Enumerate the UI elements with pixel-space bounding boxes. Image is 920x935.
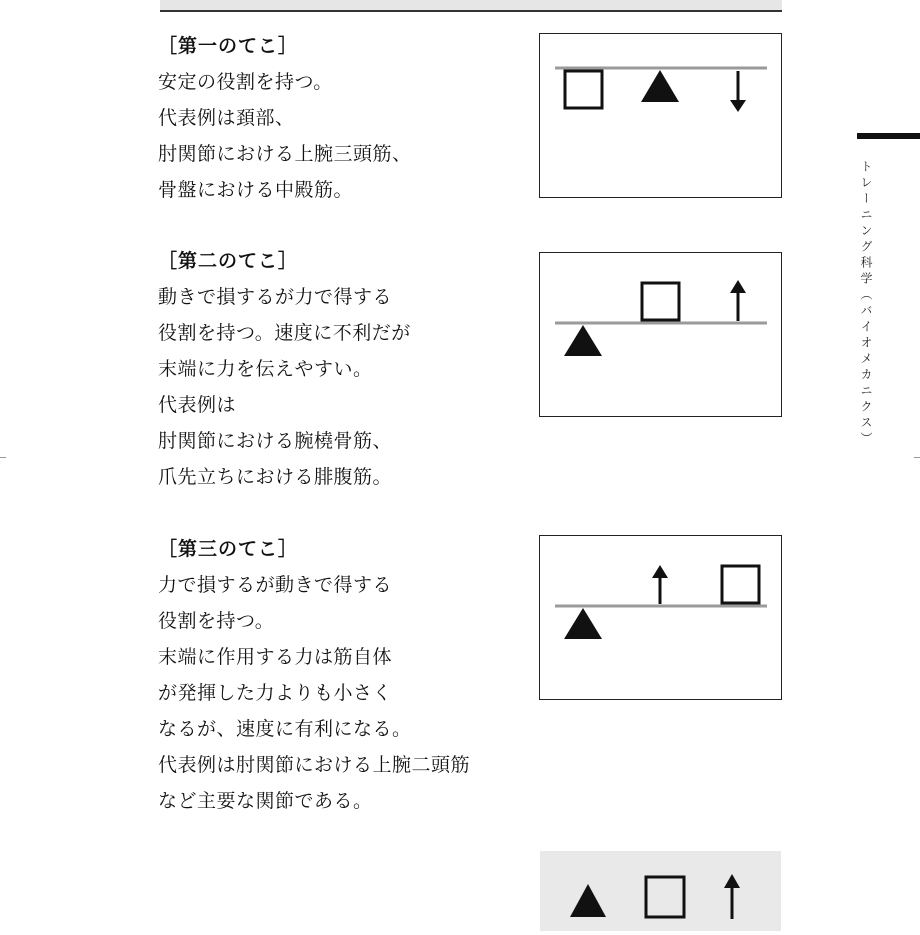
top-band [160, 0, 782, 12]
section-line: 代表例は肘関節における上腕二頭筋 [158, 754, 471, 776]
lever-diagram-second [539, 252, 782, 417]
running-head: トレーニング科学（バイオメカニクス） [859, 160, 873, 448]
section-third-lever [158, 531, 528, 819]
section-line: 末端に力を伝えやすい。 [158, 358, 373, 380]
fulcrum-triangle-icon [564, 608, 602, 639]
section-line: 肘関節における腕橈骨筋、 [158, 430, 393, 452]
section-line: 爪先立ちにおける腓腹筋。 [158, 466, 393, 488]
section-first-lever [158, 28, 528, 208]
section-line: 力で損するが動きで得する [158, 574, 393, 596]
load-square-icon [642, 283, 679, 320]
section-title: ［第二のてこ］ [158, 250, 299, 272]
section-line: なるが、速度に有利になる。 [158, 718, 412, 740]
effort-arrow-up-icon [730, 280, 746, 293]
section-line: 骨盤における中殿筋。 [158, 179, 354, 201]
load-square-icon [565, 71, 602, 108]
fulcrum-triangle-icon [641, 70, 679, 102]
section-title: ［第三のてこ］ [158, 538, 299, 560]
section-line: が発揮した力よりも小さく [158, 682, 393, 704]
crop-mark-left [0, 457, 6, 458]
section-line: 肘関節における上腕三頭筋、 [158, 143, 412, 165]
section-second-lever [158, 243, 528, 495]
section-line: 代表例は [158, 394, 237, 416]
load-square-icon [722, 566, 759, 603]
section-title: ［第一のてこ］ [158, 35, 299, 57]
section-line: 動きで損するが力で得する [158, 286, 393, 308]
crop-mark-right [914, 457, 920, 458]
effort-arrow-up-icon [652, 565, 668, 578]
lever-diagram-first [539, 33, 782, 198]
section-line: など主要な関節である。 [158, 790, 373, 812]
effort-arrow-up-icon [724, 874, 740, 888]
load-square-icon [646, 877, 684, 917]
section-line: 末端に作用する力は筋自体 [158, 646, 393, 668]
effort-arrow-down-icon [730, 100, 746, 112]
side-marker-bar [857, 133, 920, 139]
section-line: 役割を持つ。速度に不利だが [158, 322, 411, 344]
fulcrum-triangle-icon [564, 325, 602, 356]
section-line: 役割を持つ。 [158, 610, 275, 632]
section-line: 代表例は頚部、 [158, 107, 295, 129]
lever-diagram-third [539, 535, 782, 700]
lever-diagram-bottom [540, 851, 781, 931]
fulcrum-triangle-icon [570, 884, 606, 917]
section-line: 安定の役割を持つ。 [158, 71, 333, 93]
